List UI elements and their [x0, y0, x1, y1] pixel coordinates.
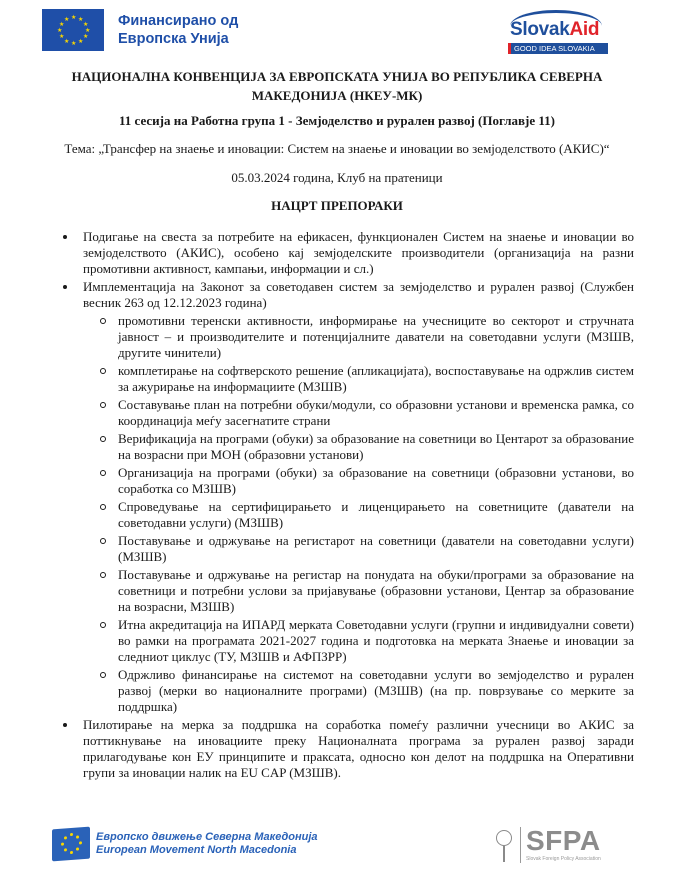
- sub-item: [60, 313, 634, 361]
- slovakaid-word-slovak: Slovak: [510, 19, 570, 40]
- bullet-item: Подигање на свеста за потребите на ефикасен, функционален Систем на знаење и иновации во земјоделството (АКИС), особено кај земјоделските производители (организација на разни промотивни активност, кампањи, информации и сл.): [60, 229, 634, 277]
- session-title: 11 сесија на Работна група 1 - Земјоделство и рурален развој (Поглавје 11): [118, 113, 555, 128]
- circle-bullet-icon: [100, 622, 106, 628]
- circle-bullet-icon: [100, 504, 106, 510]
- eu-funding-text: [118, 12, 238, 48]
- european-movement-line2: European Movement North Macedonia: [96, 844, 297, 856]
- sfpa-globe-emblem-icon: [494, 826, 514, 864]
- bullet-item: Имплементација на Законот за советодавен систем за земјоделство и рурален развој (Службен весник 263 од 12.12.2023 година): [60, 279, 634, 311]
- sub-item-text: Верификација на програми (обуки) за образование на советници во Центарот за образование на возрасни при МОН (образовни установи): [118, 431, 634, 462]
- slovakaid-tagline: GOOD IDEA SLOVAKIA: [508, 43, 608, 54]
- sub-item: [60, 533, 634, 565]
- sub-item: [60, 617, 634, 665]
- slovakaid-word-aid: Aid: [569, 19, 600, 40]
- recommendations-list: [60, 229, 634, 783]
- eu-funding-line2: Европска Унија: [118, 31, 229, 47]
- eu-flag-icon: ★ ★ ★ ★ ★ ★ ★ ★ ★ ★ ★ ★: [42, 9, 104, 51]
- european-movement-logo: [52, 828, 318, 860]
- eu-funding-line1: Финансирано од: [118, 13, 239, 29]
- circle-bullet-icon: [100, 572, 106, 578]
- sub-item: [60, 465, 634, 497]
- sub-item-text: Составување план на потребни обуки/модули, со образовни установи и временска рамка, со координација меѓу засегнатите страни: [118, 397, 634, 428]
- sfpa-full-name: Slovak Foreign Policy Association: [526, 856, 601, 862]
- sub-item: [60, 397, 634, 429]
- sub-item-text: Организација на програми (обуки) за образование на советници (образовни установи, во соработка со МЗШВ): [118, 465, 634, 496]
- sfpa-acronym: SFPA: [526, 825, 601, 856]
- sub-item-text: Итна акредитација на ИПАРД мерката Советодавни услуги (групни и индивидуални совети) во рамки на програмата 2021-2027 година и подготовка на мерката Знаење и иновации за следниот циклус (ТУ, МЗШВ и АФПЗРР): [118, 617, 634, 664]
- sub-item: [60, 567, 634, 615]
- eu-funding-logo: [42, 9, 238, 51]
- sub-item-text: Поставување и одржување на регистарот на советници (даватели на советодавни услуги) (МЗШВ): [118, 533, 634, 564]
- bullet-item: Пилотирање на мерка за поддршка на соработка помеѓу различни учесници во АКИС за поттикнување на иновациите преку Националната програма за рурален развој заради прилагодување кон ЕУ принципите и праксата, односно кон делот на поддршка на Оперативни групи за иновации налик на EU CAP (МЗШВ).: [60, 717, 634, 781]
- european-movement-text: [96, 831, 318, 857]
- circle-bullet-icon: [100, 368, 106, 374]
- sub-item-text: Спроведување на сертифицирањето и лиценцирањето на советниците (даватели на советодавни услуги) (МЗШВ): [118, 499, 634, 530]
- sub-item-text: комплетирање на софтверското решение (апликацијата), воспоставување на одржлив систем за ажурирање на информациите (МЗШВ): [118, 363, 634, 394]
- sub-item: [60, 431, 634, 463]
- circle-bullet-icon: [100, 538, 106, 544]
- document-title: НАЦИОНАЛНА КОНВЕНЦИЈА ЗА ЕВРОПСКАТА УНИЈА ВО РЕПУБЛИКА СЕВЕРНА МАКЕДОНИЈА (НКЕУ-МК): [71, 69, 603, 103]
- circle-bullet-icon: [100, 318, 106, 324]
- sub-item: [60, 363, 634, 395]
- circle-bullet-icon: [100, 470, 106, 476]
- section-heading: НАЦРТ ПРЕПОРАКИ: [271, 198, 403, 213]
- eu-flag-icon: [52, 827, 90, 862]
- sub-item-text: промотивни теренски активности, информирање на учесниците во секторот и стручната јавност – и производителите и потенцијалните даватели на советодавни услуги (МЗШВ, другите чинители): [118, 313, 634, 360]
- sub-item: [60, 499, 634, 531]
- circle-bullet-icon: [100, 436, 106, 442]
- circle-bullet-icon: [100, 402, 106, 408]
- date-place-line: 05.03.2024 година, Клуб на пратеници: [231, 170, 443, 185]
- sfpa-divider: [520, 827, 521, 863]
- slovakaid-logo: [504, 10, 608, 54]
- sub-item: [60, 667, 634, 715]
- theme-line: Тема: „Трансфер на знаење и иновации: Систем на знаење и иновации во земјоделството (АКИС)“: [64, 141, 610, 156]
- european-movement-line1: Европско движење Северна Македонија: [96, 831, 318, 843]
- sfpa-logo: [494, 826, 601, 864]
- sub-item-text: Поставување и одржување на регистар на понудата на обуки/програми за образование на советници и потребни услови за пријавување (образовни установи, Центар за образование на возрасни, МЗШВ): [118, 567, 634, 614]
- circle-bullet-icon: [100, 672, 106, 678]
- sub-item-text: Одржливо финансирање на системот на советодавни услуги во земјоделство и рурален развој (мерки во националните програми) (МЗШВ) (на пр. поврзување со мерките за поддршка): [118, 667, 634, 714]
- slovakaid-wordmark: [510, 19, 599, 41]
